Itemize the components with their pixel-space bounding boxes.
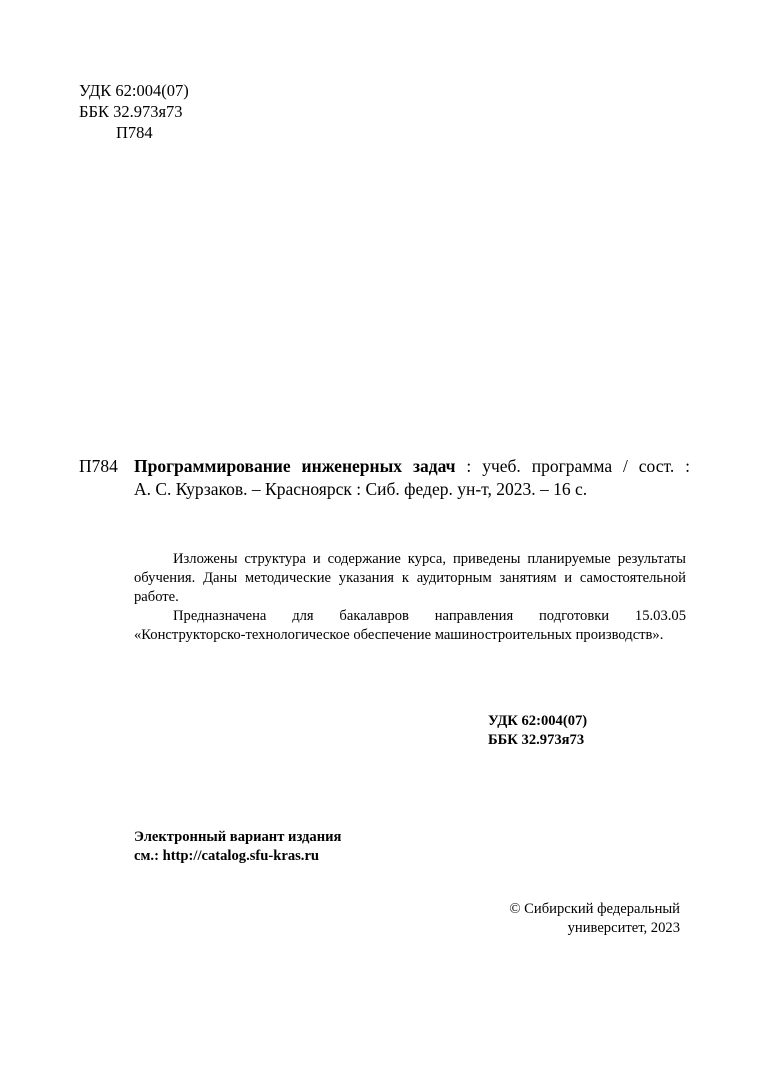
record-author-mark: П784 bbox=[79, 456, 118, 476]
author-mark: П784 bbox=[116, 123, 153, 142]
bbk-code: ББК 32.973я73 bbox=[79, 102, 183, 121]
udk-code: УДК 62:004(07) bbox=[488, 713, 588, 729]
electronic-version-note bbox=[134, 828, 341, 866]
book-title: Программирование инженерных задач bbox=[134, 456, 456, 476]
classification-block-bottom bbox=[488, 712, 587, 750]
catalog-link[interactable]: см.: http://catalog.sfu-kras.ru bbox=[134, 848, 320, 864]
annotation-paragraph: Изложены структура и содержание курса, приведены планируемые результаты обучения. Даны методические указания к аудиторным занятиям и самостоятельной работе. bbox=[134, 551, 686, 605]
classification-block-top bbox=[79, 80, 189, 143]
copyright-line: © Сибирский федеральный bbox=[509, 901, 680, 917]
copyright-notice bbox=[470, 900, 680, 938]
record-details: : учеб. программа / сост. : bbox=[455, 456, 690, 476]
udk-code: УДК 62:004(07) bbox=[79, 81, 189, 100]
copyright-line: университет, 2023 bbox=[567, 920, 680, 936]
bibliographic-record-line-1 bbox=[134, 455, 690, 478]
bbk-code: ББК 32.973я73 bbox=[488, 732, 585, 748]
electronic-version-label: Электронный вариант издания bbox=[134, 829, 342, 845]
annotation-paragraph: Предназначена для бакалавров направления подготовки 15.03.05 «Конструкторско-технологическое обеспечение машиностроительных производств». bbox=[134, 608, 686, 643]
bibliographic-record-line-2: А. С. Курзаков. – Красноярск : Сиб. федер. ун-т, 2023. – 16 с. bbox=[134, 479, 588, 499]
annotation bbox=[134, 550, 686, 645]
